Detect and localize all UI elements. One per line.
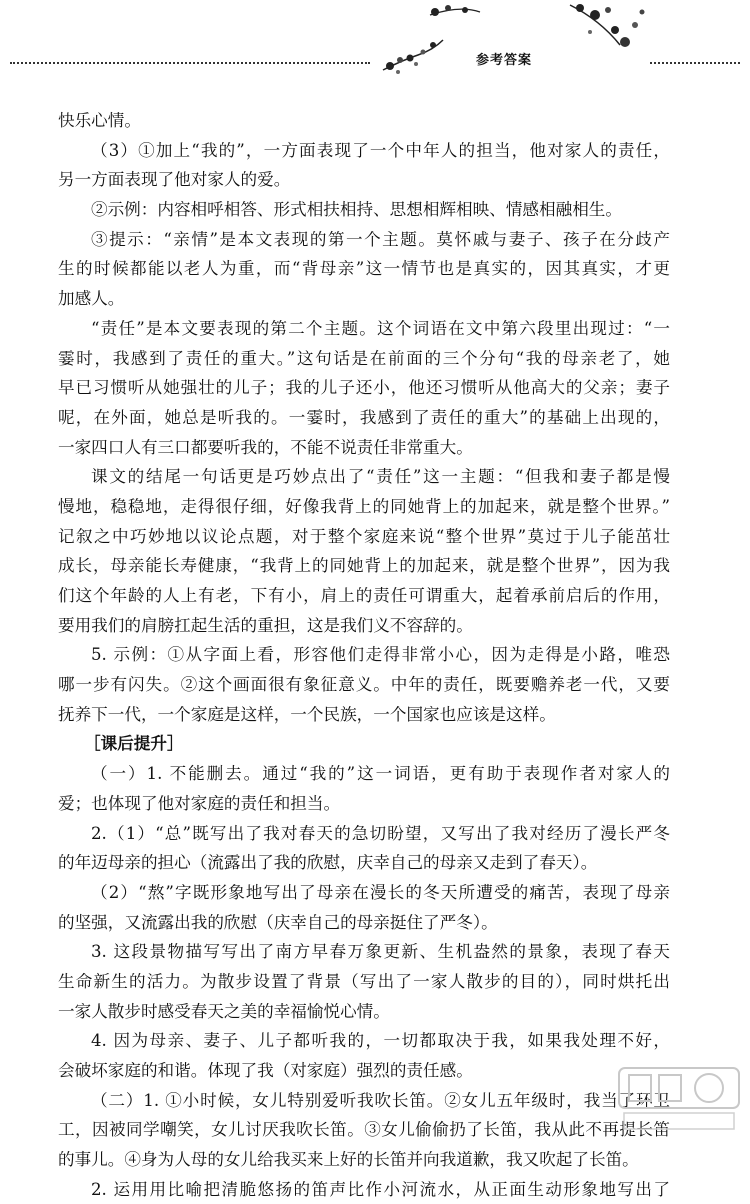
watermark-logo xyxy=(614,1063,744,1133)
text-line: 哪一步有闪失。②这个画面很有象征意义。中年的责任，既要赡养老一代，又要 xyxy=(58,675,670,695)
text-line: 5. 示例：①从字面上看，形容他们走得非常小心，因为走得是小路，唯恐 xyxy=(91,645,670,665)
answer-body xyxy=(58,106,670,1204)
text-line: 课文的结尾一句话更是巧妙点出了“责任”这一主题：“但我和妻子都是慢 xyxy=(91,467,670,487)
page-header xyxy=(0,0,750,80)
text-line: 的事儿。④身为人母的女儿给我买来上好的长笛并向我道歉，我又吹起了长笛。 xyxy=(58,1150,639,1170)
text-line: 的坚强，又流露出我的欣慰（庆幸自己的母亲挺住了严冬）。 xyxy=(58,912,498,932)
text-line: 爱；也体现了他对家庭的责任和担当。 xyxy=(58,793,341,813)
text-line: 们这个年龄的人上有老，下有小，肩上的责任可谓重大，起着承前启后的作用， xyxy=(58,586,670,605)
header-rule-right xyxy=(650,62,740,64)
section-heading: ［课后提升］ xyxy=(84,733,184,754)
text-line: 慢地，稳稳地，走得很仔细，好像我背上的同她背上的加起来，就是整个世界。” xyxy=(58,496,670,516)
text-line: （3）①加上“我的”，一方面表现了一个中年人的担当，他对家人的责任， xyxy=(91,140,670,160)
flower-branch-icon xyxy=(420,0,660,55)
text-line: 早已习惯听从她强壮的儿子；我的儿子还小，他还习惯听从他高大的父亲；妻子 xyxy=(58,378,670,398)
text-line: 工，因被同学嘲笑，女儿讨厌我吹长笛。③女儿偷偷扔了长笛，我从此不再提长笛 xyxy=(58,1120,670,1140)
header-title: 参考答案 xyxy=(476,53,533,68)
text-line: ②示例：内容相呼相答、形式相扶相持、思想相辉相映、情感相融相生。 xyxy=(91,200,622,220)
text-line: 的年迈母亲的担心（流露出了我的欣慰，庆幸自己的母亲又走到了春天）。 xyxy=(58,853,598,873)
text-line: 抚养下一代，一个家庭是这样，一个民族，一个国家也应该是这样。 xyxy=(58,704,556,724)
text-line: （2）“熬”字既形象地写出了母亲在漫长的冬天所遭受的痛苦，表现了母亲 xyxy=(91,882,670,902)
text-line: 要用我们的肩膀扛起生活的重担，这是我们义不容辞的。 xyxy=(58,615,473,635)
text-line: 2.（1）“总”既写出了我对春天的急切盼望，又写出了我对经历了漫长严冬 xyxy=(91,823,670,843)
text-line: 一家人散步时感受春天之美的幸福愉悦心情。 xyxy=(58,1001,390,1021)
text-line: 4. 因为母亲、妻子、儿子都听我的，一切都取决于我，如果我处理不好， xyxy=(91,1031,670,1051)
text-line: 记叙之中巧妙地以议论点题，对于整个家庭来说“整个世界”莫过于儿子能茁壮 xyxy=(58,526,670,546)
text-line: 霎时，我感到了责任的重大。”这句话是在前面的三个分句“我的母亲老了，她 xyxy=(58,348,670,368)
text-line: 3. 这段景物描写写出了南方早春万象更新、生机盎然的景象，表现了春天 xyxy=(91,942,670,962)
text-line: “责任”是本文要表现的第二个主题。这个词语在文中第六段里出现过：“一 xyxy=(91,318,670,338)
text-line: 生命新生的活力。为散步设置了背景（写出了一家人散步的目的），同时烘托出 xyxy=(58,971,670,991)
text-line: 呢，在外面，她总是听我的。一霎时，我感到了责任的重大”的基础上出现的， xyxy=(58,407,670,427)
text-line: 会破坏家庭的和谐。体现了我（对家庭）强烈的责任感。 xyxy=(58,1061,473,1080)
text-line: 加感人。 xyxy=(58,289,125,309)
header-rule-left xyxy=(10,62,370,64)
text-line: 一家四口人有三口都要听我的，不能不说责任非常重大。 xyxy=(58,437,473,457)
text-line: 另一方面表现了他对家人的爱。 xyxy=(58,170,291,190)
text-line: （一）1. 不能删去。通过“我的”这一词语，更有助于表现作者对家人的 xyxy=(91,764,670,784)
text-line: （二）1. ①小时候，女儿特别爱听我吹长笛。②女儿五年级时，我当了环卫 xyxy=(91,1090,670,1110)
text-line: ③提示：“亲情”是本文表现的第一个主题。莫怀戚与妻子、孩子在分歧产 xyxy=(91,229,670,249)
text-line: 成长，母亲能长寿健康，“我背上的同她背上的加起来，就是整个世界”，因为我 xyxy=(58,556,670,576)
text-line: 2. 运用用比喻把清脆悠扬的笛声比作小河流水，从正面生动形象地写出了 xyxy=(91,1179,670,1199)
text-line: 生的时候都能以老人为重，而“背母亲”这一情节也是真实的，因其真实，才更 xyxy=(58,259,670,279)
text-line: 快乐心情。 xyxy=(58,111,141,130)
